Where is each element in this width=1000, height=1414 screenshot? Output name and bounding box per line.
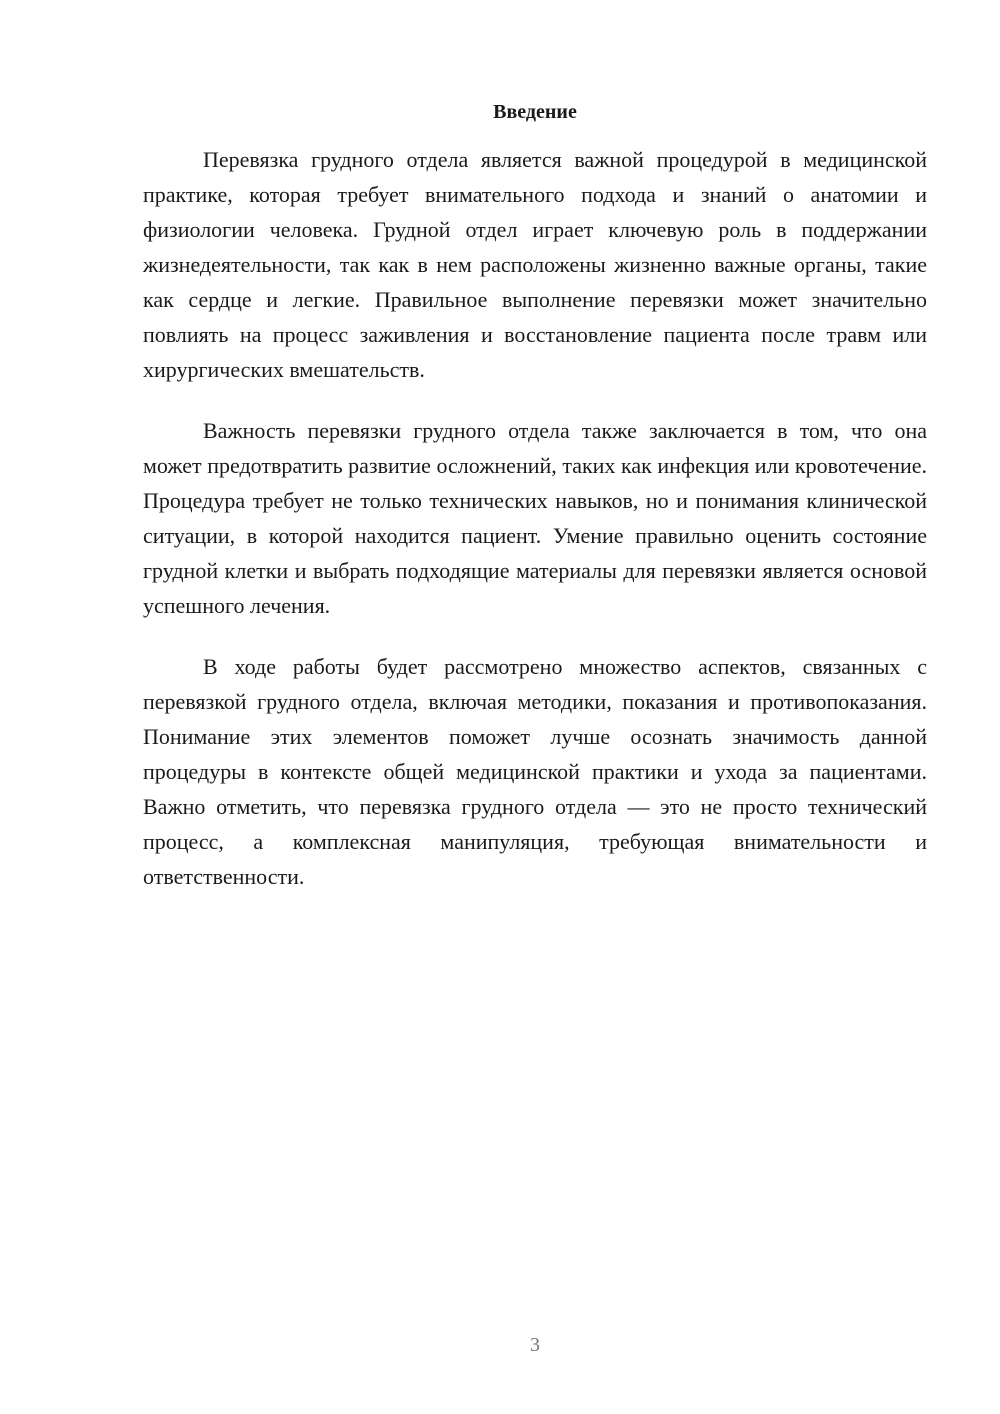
paragraph-3: В ходе работы будет рассмотрено множество аспектов, связанных с перевязкой грудного отдела, включая методики, показания и противопоказания. Понимание этих элементов поможет лучше осознать значимость данной процедуры в контексте общей медицинской практики и ухода за пациентами. Важно отметить, что перевязка грудного отдела — это не просто технический процесс, а комплексная манипуляция, требующая внимательности и ответственности.	[143, 654, 927, 889]
paragraph-2: Важность перевязки грудного отдела также заключается в том, что она может предотвратить развитие осложнений, таких как инфекция или кровотечение. Процедура требует не только технических навыков, но и понимания клинической ситуации, в которой находится пациент. Умение правильно оценить состояние грудной клетки и выбрать подходящие материалы для перевязки является основой успешного лечения.	[143, 418, 927, 618]
section-heading: Введение	[493, 101, 577, 123]
page-number: 3	[530, 1334, 540, 1356]
paragraph-1: Перевязка грудного отдела является важной процедурой в медицинской практике, которая требует внимательного подхода и знаний о анатомии и физиологии человека. Грудной отдел играет ключевую роль в поддержании жизнедеятельности, так как в нем расположены жизненно важные органы, такие как сердце и легкие. Правильное выполнение перевязки может значительно повлиять на процесс заживления и восстановление пациента после травм или хирургических вмешательств.	[143, 147, 927, 382]
body-text	[143, 142, 927, 920]
